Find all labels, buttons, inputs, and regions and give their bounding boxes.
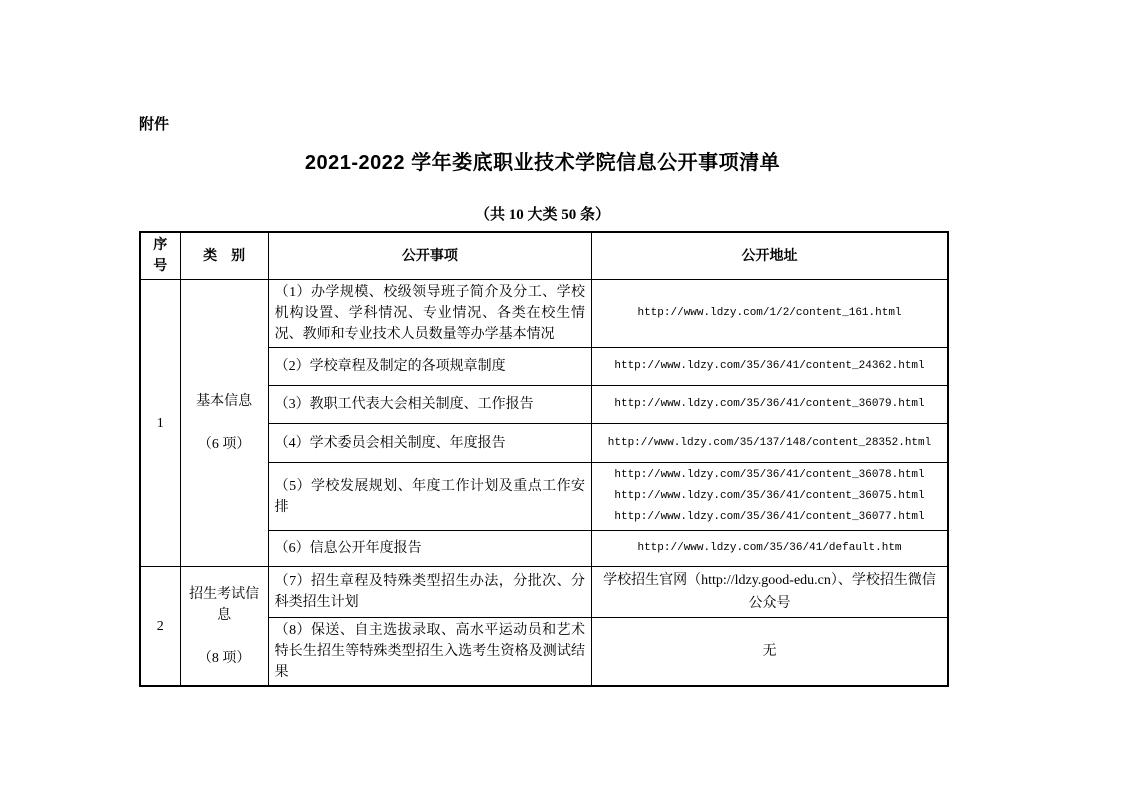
- disclosure-address: [592, 463, 948, 531]
- disclosure-address: [592, 348, 948, 386]
- disclosure-item: （5）学校发展规划、年度工作计划及重点工作安排: [268, 463, 591, 531]
- address-text: 学校招生官网（http://ldzy.good-edu.cn）、学校招生微信公众号: [603, 573, 936, 611]
- disclosure-address: [592, 424, 948, 463]
- category-name: 招生考试信息: [189, 586, 260, 623]
- address-url: http://www.ldzy.com/35/36/41/content_24362.html: [614, 360, 925, 372]
- header-category: 类 别: [180, 232, 268, 280]
- document-title: 2021-2022 学年娄底职业技术学院信息公开事项清单: [304, 152, 781, 174]
- section-category: [180, 280, 268, 567]
- disclosure-address: [592, 531, 948, 567]
- disclosure-item: （6）信息公开年度报告: [268, 531, 591, 567]
- disclosure-address: [592, 280, 948, 348]
- header-index: 序号: [140, 232, 180, 280]
- address-url: http://www.ldzy.com/35/137/148/content_28352.html: [607, 436, 932, 449]
- address-url: http://www.ldzy.com/35/36/41/content_36078.html: [614, 469, 925, 481]
- disclosure-item: （7）招生章程及特殊类型招生办法，分批次、分科类招生计划: [268, 567, 591, 618]
- address-url: http://www.ldzy.com/35/36/41/content_36079.html: [614, 398, 925, 410]
- disclosure-item: （3）教职工代表大会相关制度、工作报告: [268, 386, 591, 424]
- header-address: 公开地址: [592, 232, 948, 280]
- section-index: 2: [140, 567, 180, 687]
- disclosure-address: [592, 567, 948, 618]
- disclosure-address: [592, 618, 948, 687]
- table-header-row: [140, 232, 948, 280]
- disclosure-address: [592, 386, 948, 424]
- category-name: 基本信息: [196, 394, 253, 409]
- category-count: （6 项）: [197, 437, 251, 452]
- address-url: http://www.ldzy.com/35/36/41/content_36075.html: [614, 490, 925, 502]
- address-url: http://www.ldzy.com/1/2/content_161.html: [637, 307, 902, 319]
- section-category: [180, 567, 268, 687]
- document-subtitle: （共 10 大类 50 条）: [474, 207, 610, 223]
- disclosure-item: （8）保送、自主选拔录取、高水平运动员和艺术特长生招生等特殊类型招生入选考生资格及测试结果: [268, 618, 591, 687]
- address-text: 无: [762, 644, 777, 659]
- attachment-label: 附件: [139, 117, 170, 133]
- info-disclosure-table: [139, 231, 949, 687]
- category-gap: [187, 626, 262, 648]
- category-count: （8 项）: [197, 650, 251, 666]
- table-row: [140, 567, 948, 618]
- address-url: http://www.ldzy.com/35/36/41/content_36077.html: [614, 511, 925, 523]
- address-url: http://www.ldzy.com/35/36/41/default.htm: [637, 542, 902, 554]
- section-index: 1: [140, 280, 180, 567]
- disclosure-item: （1）办学规模、校级领导班子简介及分工、学校机构设置、学科情况、专业情况、各类在校生情况、教师和专业技术人员数量等办学基本情况: [268, 280, 591, 348]
- header-item: 公开事项: [268, 232, 591, 280]
- disclosure-item: （2）学校章程及制定的各项规章制度: [268, 348, 591, 386]
- disclosure-item: （4）学术委员会相关制度、年度报告: [268, 424, 591, 463]
- table-row: [140, 280, 948, 348]
- category-gap: [187, 412, 262, 434]
- document-page: [139, 0, 946, 687]
